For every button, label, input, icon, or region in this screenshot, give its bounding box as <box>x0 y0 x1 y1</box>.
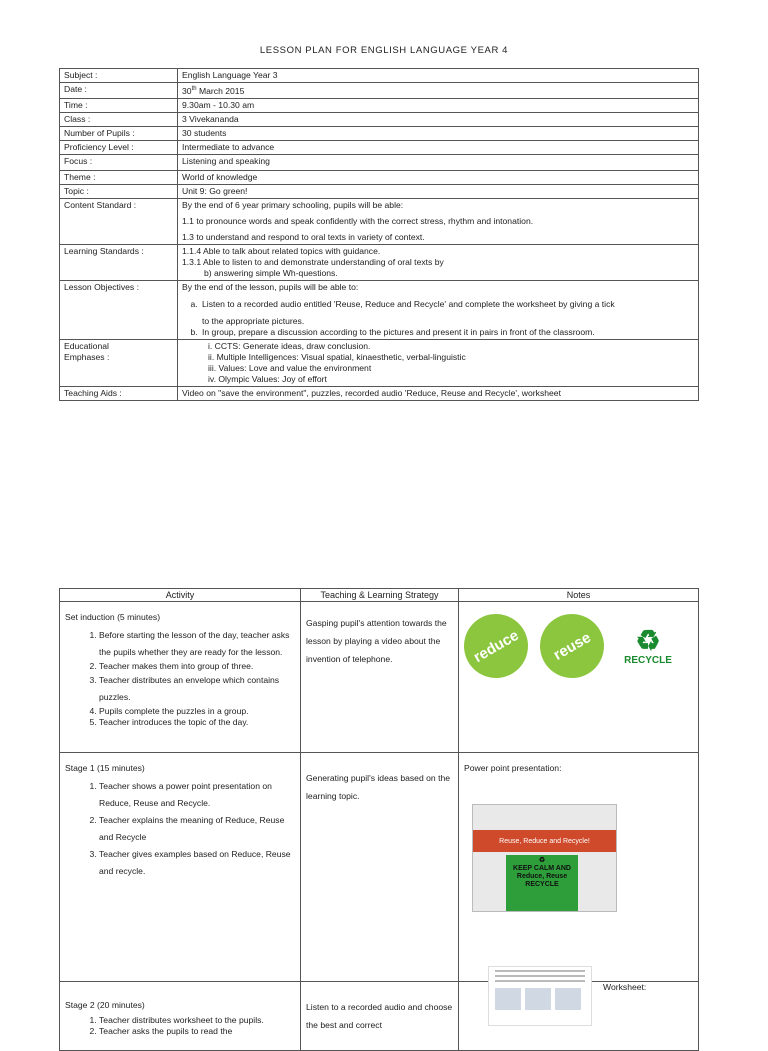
strategy-text: Gasping pupil's attention towards the lesson by playing a video about the invention of telephone. <box>306 618 447 664</box>
header-activity: Activity <box>60 589 301 602</box>
stage-title: Set induction (5 minutes) <box>65 612 161 622</box>
info-label: Content Standard : <box>60 198 178 244</box>
stage1-strategy <box>301 753 459 982</box>
worksheet-label: Worksheet: <box>603 982 647 992</box>
worksheet-thumbnail <box>488 966 592 1026</box>
learning-standard-line: 1.1.4 Able to talk about related topics with guidance. <box>182 245 381 256</box>
emphasis-item: i. CCTS: Generate ideas, draw conclusion. <box>208 340 371 351</box>
set-induction-activity <box>60 602 301 753</box>
step-item: 1. Teacher distributes worksheet to the pupils. <box>99 1015 295 1026</box>
stage2-strategy <box>301 982 459 1051</box>
content-standard-value <box>178 198 699 244</box>
date-suffix: th <box>191 86 197 92</box>
learning-standard-line: b) answering simple Wh-questions. <box>204 267 338 278</box>
emphasis-item: ii. Multiple Intelligences: Visual spatial, kinaesthetic, verbal-linguistic <box>208 351 466 362</box>
step-item: 3. Teacher gives examples based on Reduce, Reuse and recycle. <box>99 846 295 880</box>
info-label: Date : <box>60 83 178 99</box>
info-label: Learning Standards : <box>60 244 178 280</box>
stage-title: Stage 2 (20 minutes) <box>65 1000 145 1010</box>
step-item: 2. Teacher explains the meaning of Reduce, Reuse and Recycle <box>99 812 295 846</box>
info-label: Focus : <box>60 154 178 170</box>
stage2-activity <box>60 982 301 1051</box>
recycle-icon: ♻ <box>635 624 661 656</box>
objective-item <box>200 299 694 327</box>
emphasis-item: iv. Olympic Values: Joy of effort <box>208 373 327 384</box>
notes-text: Power point presentation: <box>464 763 562 773</box>
recycle-logo-text: RECYCLE <box>624 654 672 666</box>
step-item: 2. Teacher asks the pupils to read the <box>99 1026 295 1037</box>
step-item: 4. Pupils complete the puzzles in a group. <box>99 706 295 717</box>
content-standard-line: 1.1 to pronounce words and speak confidently with the correct stress, rhythm and intonation. <box>182 215 534 226</box>
document-title: LESSON PLAN FOR ENGLISH LANGUAGE YEAR 4 <box>259 45 509 56</box>
objective-item: b. In group, prepare a discussion according to the pictures and present it in pairs in front of the classroom. <box>200 327 694 338</box>
worksheet-picture <box>555 988 581 1010</box>
step-item: 2. Teacher makes them into group of three. <box>99 661 295 672</box>
info-label: Lesson Objectives : <box>60 280 178 339</box>
reduce-logo: reduce <box>452 602 539 689</box>
info-label-line: Educational <box>64 340 109 351</box>
strategy-text: Generating pupil's ideas based on the learning topic. <box>306 773 451 801</box>
worksheet-picture <box>525 988 551 1010</box>
info-label <box>60 339 178 386</box>
lesson-info-table <box>59 68 699 401</box>
content-standard-line: By the end of 6 year primary schooling, pupils will be able: <box>182 199 404 210</box>
keep-calm-poster <box>506 855 578 911</box>
worksheet-picture <box>495 988 521 1010</box>
info-label-line: Emphases : <box>64 351 110 362</box>
objective-text: to the appropriate pictures. <box>202 315 305 326</box>
info-label: Topic : <box>60 184 178 198</box>
content-standard-line: 1.3 to understand and respond to oral texts in variety of context. <box>182 231 425 242</box>
learning-standards-value <box>178 244 699 280</box>
objectives-value <box>178 280 699 339</box>
stage1-notes <box>459 753 699 982</box>
recycle-icon: ♻ <box>538 857 546 864</box>
info-value: World of knowledge <box>178 170 699 184</box>
ppt-thumbnail <box>472 804 617 912</box>
info-value: 30 students <box>178 126 699 140</box>
info-label: Theme : <box>60 170 178 184</box>
set-induction-strategy <box>301 602 459 753</box>
set-induction-notes <box>459 602 699 753</box>
objective-text: Listen to a recorded audio entitled 'Reuse, Reduce and Recycle' and complete the worksheet by giving a tick <box>202 298 615 309</box>
info-label: Time : <box>60 98 178 112</box>
info-label: Subject : <box>60 69 178 83</box>
info-label: Teaching Aids : <box>60 386 178 400</box>
info-value: Listening and speaking <box>178 154 699 170</box>
step-item: 1. Teacher shows a power point presentation on Reduce, Reuse and Recycle. <box>99 778 295 812</box>
date-rest: March 2015 <box>196 85 245 96</box>
emphasis-item: iii. Values: Love and value the environment <box>208 362 372 373</box>
info-value: Video on "save the environment", puzzles, recorded audio 'Reduce, Reuse and Recycle', worksheet <box>178 386 699 400</box>
date-day: 30 <box>182 85 192 96</box>
info-label: Proficiency Level : <box>60 140 178 154</box>
worksheet-pictures <box>495 988 585 1010</box>
info-value: Intermediate to advance <box>178 140 699 154</box>
step-item: 3. Teacher distributes an envelope which contains puzzles. <box>99 672 295 706</box>
ppt-title-bar: Reuse, Reduce and Recycle! <box>473 830 616 852</box>
info-value: Unit 9: Go green! <box>178 184 699 198</box>
stage1-activity <box>60 753 301 982</box>
worksheet-line <box>495 980 585 982</box>
learning-standard-line: 1.3.1 Able to listen to and demonstrate understanding of oral texts by <box>182 256 444 267</box>
stage-title: Stage 1 (15 minutes) <box>65 763 145 773</box>
logo-row <box>464 614 693 678</box>
reuse-logo: reuse <box>528 602 615 689</box>
worksheet-line <box>495 975 585 977</box>
info-label: Class : <box>60 112 178 126</box>
info-value: 9.30am - 10.30 am <box>178 98 699 112</box>
step-item: 1. Before starting the lesson of the day, teacher asks the pupils whether they are ready for the lesson. <box>99 627 295 661</box>
worksheet-line <box>495 970 585 972</box>
recycle-logo <box>616 620 680 672</box>
header-notes: Notes <box>459 589 699 602</box>
info-value: English Language Year 3 <box>178 69 699 83</box>
objectives-intro: By the end of the lesson, pupils will be able to: <box>182 281 359 292</box>
info-value <box>178 83 699 99</box>
info-value: 3 Vivekananda <box>178 112 699 126</box>
step-item: 5. Teacher introduces the topic of the day. <box>99 717 295 728</box>
header-strategy: Teaching & Learning Strategy <box>301 589 459 602</box>
info-label: Number of Pupils : <box>60 126 178 140</box>
poster-text: KEEP CALM AND Reduce, Reuse RECYCLE <box>513 865 571 888</box>
strategy-text: Listen to a recorded audio and choose the best and correct <box>306 1002 453 1030</box>
emphases-value <box>178 339 699 386</box>
